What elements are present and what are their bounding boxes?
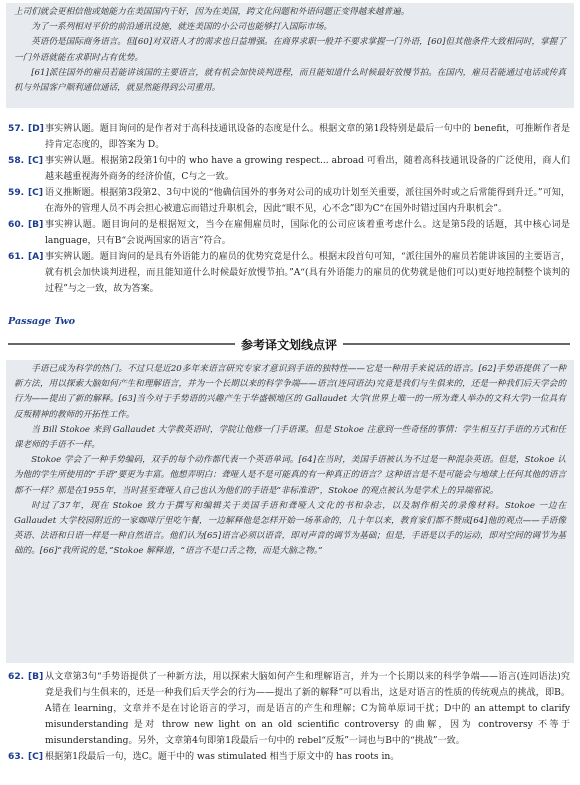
answer-explanation: 事实辨认题。题目询问的是根据短文，当今在雇佣雇员时，国际化的公司应该着重考虑什么。这是第5段的话题，其中核心词是 language，只有B“会说两国家的语言”符合。 bbox=[45, 220, 570, 246]
answer-list-passage-two bbox=[8, 669, 570, 765]
translation-paragraph: 上司们就会更相信他或她能力在美国国内干好，因为在美国，跨文化问题和外语问题正变得越来越普遍。 bbox=[14, 7, 410, 17]
answer-key: [B] bbox=[28, 220, 44, 230]
section-title: 参考译文划线点评 bbox=[241, 337, 338, 352]
translation-paragraph: 手语已成为科学的热门。不过只是近20多年来语言研究专家才意识到手语的独特性——它是一种用手来说话的语言。[62]手势语提供了一种新方法，用以探索大脑如何产生和理解语言，并为一个长期以来的科学争端——语言(连同语法)究竟是我们与生俱来的，还是一种我们后天学会的行为——提出了新的解释。[63]当今对于手势语的兴趣产生于华盛顿地区的 Gallaudet 大学(世界上唯一的一所为聋人举办的文科大学)一位具有反叛精神的教师的开拓性工作。 bbox=[14, 364, 566, 420]
answer-key: [D] bbox=[28, 124, 44, 134]
answer-item bbox=[8, 185, 570, 217]
answer-key: [C] bbox=[28, 188, 43, 198]
section-heading bbox=[8, 334, 570, 354]
question-number: 60. bbox=[8, 220, 25, 230]
translation-paragraph: [61]派往国外的雇员若能讲该国的主要语言，就有机会加快谈判进程，而且能知道什么时候最好放慢节拍。在国内，雇员若能通过电话或传真机与外国客户顺利通信通话，就显然能得到公司重用。 bbox=[14, 67, 566, 94]
answer-item bbox=[8, 121, 570, 153]
translation-paragraph: 英语仍是国际商务语言。但[60]对双语人才的需求也日益增强。在商界求职一般并不要求掌握一门外语，[60]但其他条件大致相同时，掌握了一门外语就能在求职时占有优势。 bbox=[14, 37, 566, 63]
answer-key: [C] bbox=[28, 752, 43, 762]
answer-item bbox=[8, 749, 570, 765]
answer-explanation: 从文章第3句“手势语提供了一种新方法，用以探索大脑如何产生和理解语言，并为一个长期以来的科学争端——语言(连同语法)究竟是我们与生俱来的，还是一种我们后天学会的行为——提出了新的解释”可以看出，这是对语言的性质的传统观点的挑战，即B。A错在 learning，文章并不是在讨论语言的学习，而是语言的产生和理解；C为简单原词干扰；D中的 an attempt to clarify misunderstanding 是对 throw new light on an old scientific controversy 的曲解，因为 controversy 不等于 misunderstanding。另外，文章第4句即第1段最后一句中的 rebel“反叛”一词也与B中的“挑战”一致。 bbox=[45, 672, 570, 746]
answer-list-passage-one bbox=[8, 121, 570, 297]
question-number: 63. bbox=[8, 752, 25, 762]
answer-key: [C] bbox=[28, 156, 43, 166]
answer-key: [A] bbox=[28, 252, 44, 262]
passage-label: Passage Two bbox=[8, 316, 76, 327]
question-number: 57. bbox=[8, 124, 25, 134]
question-number: 61. bbox=[8, 252, 25, 262]
answer-key: [B] bbox=[28, 672, 44, 682]
heading-rule-right bbox=[343, 343, 570, 345]
answer-explanation: 根据第1段最后一句，选C。题干中的 was stimulated 相当于原文中的 has roots in。 bbox=[45, 752, 400, 762]
question-number: 62. bbox=[8, 672, 25, 682]
translation-box-top bbox=[6, 3, 574, 108]
answer-item bbox=[8, 153, 570, 185]
answer-explanation: 语义推断题。根据第3段第2、3句中说的“他确信国外的事务对公司的成功计划至关重要，派往国外时或之后常能得到升迁。”可知，在海外的管理人员不再会担心被遗忘而错过升职机会，因此“眼不见，心不念”即为C“在国外时错过国内升职机会”。 bbox=[45, 188, 570, 214]
translation-box-bottom bbox=[6, 360, 574, 663]
translation-paragraph: 当 Bill Stokoe 来到 Gallaudet 大学教英语时，学院让他修一门手语课。但是 Stokoe 注意到一些奇怪的事情：学生相互打手语的方式和任课老师的手语不一样。 bbox=[14, 424, 566, 451]
answer-item bbox=[8, 249, 570, 297]
question-number: 58. bbox=[8, 156, 25, 166]
answer-explanation: 事实辨认题。题目询问的是具有外语能力的雇员的优势究竟是什么。根据末段首句可知，“派往国外的雇员若能讲该国的主要语言，就有机会加快谈判进程，而且能知道什么时候最好放慢节拍。”A“(具有外语能力的雇员的优势就是他们可以)更好地控制整个谈判的过程”与之一致，故为答案。 bbox=[45, 252, 570, 294]
translation-paragraph: 为了一系列相对平价的前沿通讯设施，就连美国的小公司也能够打入国际市场。 bbox=[31, 22, 332, 33]
translation-paragraph: 时过了37年，现在 Stokoe 致力于撰写和编辑关于美国手语和聋哑人文化的书和杂志，以及制作相关的录像材料。Stokoe 一边在 Gallaudet 大学校园附近的一家咖啡厅里吃午餐，一边解释他是怎样开始一场革命的，几十年以来，教育家们都不赞成[64]他的观点——手语像英语、法语和日语一样是一种自然语言。他们认为[65]语言必须以语音，即对声音的调节为基础；但是，手语是以手的运动，即对空间的调节为基础的。[66]“我所说的是，”Stokoe 解释道，“语言不是口舌之物，而是大脑之物。” bbox=[14, 500, 566, 557]
answer-item bbox=[8, 217, 570, 249]
heading-rule-left bbox=[8, 343, 235, 345]
answer-explanation: 事实辨认题。根据第2段第1句中的 who have a growing respect... abroad 可看出，随着高科技通讯设备的广泛使用，商人们越来越重视海外商务的经济价值，C与之一致。 bbox=[45, 156, 570, 182]
translation-paragraph: Stokoe 学会了一种手势编码，双手的每个动作都代表一个英语单词。[64]在当时，美国手语被认为不过是一种混杂英语。但是，Stokoe 认为他的学生所使用的“手语”要更为丰富。他想弄明白：聋哑人是不是可能真的有一种真正的语言？这种语言是不是可能会与地球上任何其他的语言都不一样？那是在1955年，当时甚至聋哑人自己也认为他们的手语是“非标准语”，Stokoe 的观点被认为是学术上的异端邪说。 bbox=[14, 455, 566, 496]
answer-item bbox=[8, 669, 570, 749]
question-number: 59. bbox=[8, 188, 25, 198]
answer-explanation: 事实辨认题。题目询问的是作者对于高科技通讯设备的态度是什么。根据文章的第1段特别是最后一句中的 benefit，可推断作者是持肯定态度的，即答案为 D。 bbox=[45, 124, 570, 150]
